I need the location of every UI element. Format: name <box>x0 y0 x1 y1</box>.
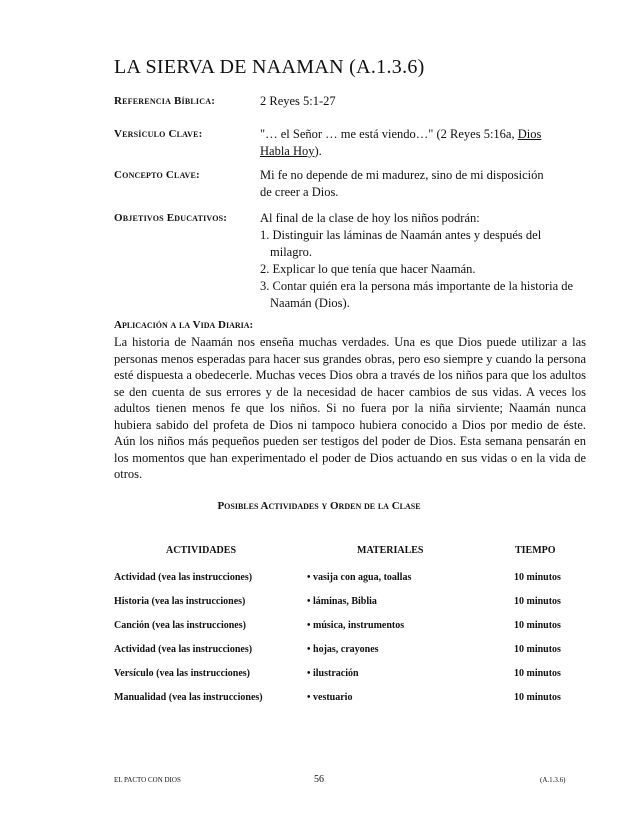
cell-activity: Actividad (vea las instrucciones) <box>114 572 253 583</box>
cell-materials: • láminas, Biblia <box>307 596 377 607</box>
cell-activity: Canción (vea las instrucciones) <box>114 620 246 631</box>
header-activities: ACTIVIDADES <box>166 545 237 556</box>
cell-activity: Manualidad (vea las instrucciones) <box>114 692 263 703</box>
value-key-concept <box>260 167 590 201</box>
label-reference: Referencia Bíblica: <box>114 95 216 107</box>
cell-time: 10 minutos <box>514 644 561 655</box>
value-objectives <box>260 210 585 312</box>
cell-time: 10 minutos <box>514 596 561 607</box>
objective-item: 2. Explicar lo que tenía que hacer Naamán. <box>260 262 476 276</box>
footer-left: EL PACTO CON DIOS <box>114 776 181 784</box>
cell-materials: • ilustración <box>307 668 359 679</box>
application-heading: Aplicación a la Vida Diaria: <box>114 319 254 331</box>
objectives-list <box>260 227 585 312</box>
objective-item: 1. Distinguir las láminas de Naamán antes y después del milagro. <box>260 228 542 259</box>
cell-time: 10 minutos <box>514 572 561 583</box>
cell-materials: • vestuario <box>307 692 353 703</box>
value-key-verse <box>260 126 570 160</box>
footer-right: (A.1.3.6) <box>540 776 566 784</box>
cell-materials: • vasija con agua, toallas <box>307 572 412 583</box>
cell-activity: Actividad (vea las instrucciones) <box>114 644 253 655</box>
page-title: LA SIERVA DE NAAMAN (A.1.3.6) <box>114 56 425 78</box>
cell-activity: Historia (vea las instrucciones) <box>114 596 246 607</box>
cell-time: 10 minutos <box>514 668 561 679</box>
cell-activity: Versículo (vea las instrucciones) <box>114 668 251 679</box>
header-materials: MATERIALES <box>357 545 424 556</box>
key-verse-version-link[interactable]: Dios Habla Hoy <box>260 127 542 158</box>
application-text: La historia de Naamán nos enseña muchas verdades. Una es que Dios puede utilizar a las personas menos esperadas para hacer sus grandes obras, pero eso siempre y cuando la persona esté dispuesta a obedecerle. Muchas veces Dios obra a través de los niños para que los adultos se den cuenta de sus errores y de la necesidad de hacer cambios de sus vidas. A veces los adultos tienen menos fe que los niños. Si no fuera por la niña sirviente; Naamán nunca hubiera sabido del profeta de Dios ni tampoco hubiera conocido a Dios por medio de éste. Aún los niños más pequeños pueden ser testigos del poder de Dios. Esta semana pensarán en los momentos que han experimentado el poder de Dios actuando en sus vidas o en la vida de otros. <box>114 335 586 481</box>
cell-time: 10 minutos <box>514 692 561 703</box>
objectives-intro: Al final de la clase de hoy los niños podrán: <box>260 211 480 225</box>
activities-table-title: Posibles Actividades y Orden de la Clase <box>217 500 421 512</box>
objective-item: 3. Contar quién era la persona más importante de la historia de Naamán (Dios). <box>260 279 574 310</box>
label-objectives: Objetivos Educativos: <box>114 212 228 224</box>
key-concept-line-1: Mi fe no depende de mi madurez, sino de mi disposición <box>260 168 544 182</box>
label-key-concept: Concepto Clave: <box>114 169 200 181</box>
header-time: TIEMPO <box>515 545 556 556</box>
key-verse-suffix: ). <box>314 144 322 158</box>
page-number: 56 <box>314 774 324 785</box>
cell-materials: • hojas, crayones <box>307 644 379 655</box>
key-concept-line-2: de creer a Dios. <box>260 185 339 199</box>
value-reference: 2 Reyes 5:1-27 <box>260 94 336 108</box>
key-verse-text: "… el Señor … me está viendo…" (2 Reyes 5:16a, <box>260 127 518 141</box>
cell-time: 10 minutos <box>514 620 561 631</box>
label-key-verse: Versículo Clave: <box>114 128 203 140</box>
cell-materials: • música, instrumentos <box>307 620 405 631</box>
